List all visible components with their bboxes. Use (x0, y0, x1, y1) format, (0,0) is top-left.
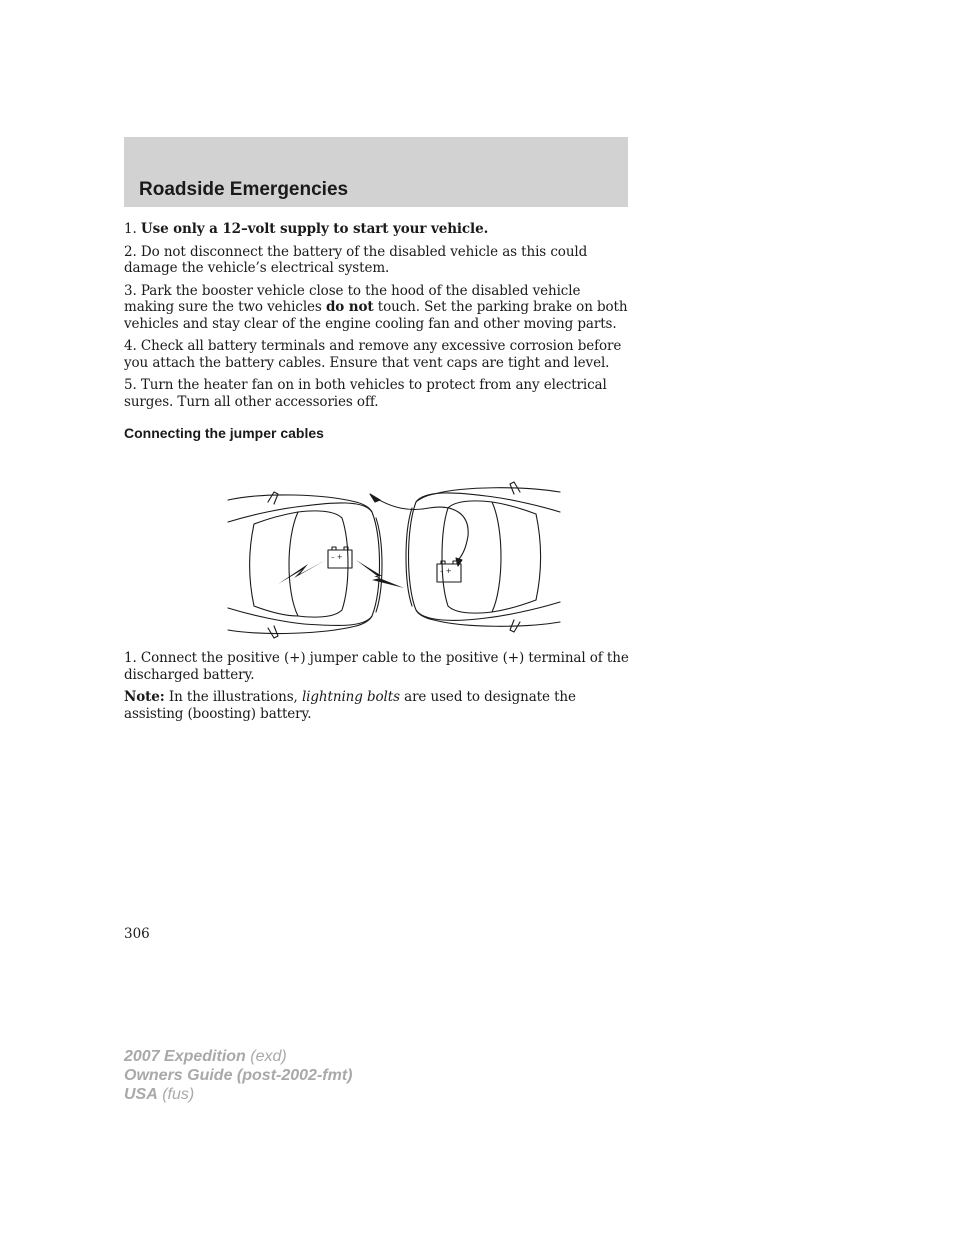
note-text-end: are used to designate the assisting (boosting) battery. (124, 689, 576, 722)
footer-line-1 (124, 1047, 352, 1066)
footer-line-3 (124, 1085, 352, 1104)
section-header-band (124, 137, 628, 207)
step-1 (124, 221, 629, 238)
footer-model-code: (exd) (245, 1048, 287, 1065)
footer-region: USA (124, 1086, 158, 1103)
discharged-battery-terminals: – + (440, 567, 452, 575)
jumper-cable-illustration (224, 478, 564, 640)
subheading-connecting-cables: Connecting the jumper cables (124, 425, 324, 441)
note-italic-text: lightning bolts (301, 689, 400, 705)
step-2: 2. Do not disconnect the battery of the disabled vehicle as this could damage the vehicle’s electrical system. (124, 243, 588, 276)
step-3-bold-text: do not (325, 299, 374, 315)
footer-region-code: (fus) (157, 1086, 195, 1103)
connection-instructions (124, 650, 629, 728)
step-4: 4. Check all battery terminals and remove any excessive corrosion before you attach the battery cables. Ensure that vent caps are tight and level. (124, 338, 622, 371)
disabled-car-drawing (406, 482, 560, 632)
note (124, 689, 629, 722)
step-1-number: 1. (124, 221, 137, 237)
step-1-bold-text: Use only a 12–volt supply to start your vehicle. (140, 221, 489, 237)
section-title: Roadside Emergencies (139, 179, 349, 200)
lightning-bolt-icon (278, 560, 326, 584)
jumper-cable-icon (374, 497, 468, 560)
instructions-block (124, 221, 629, 442)
step-3-text-start: 3. Park the booster vehicle close to the hood of the disabled vehicle making sure the two vehicles (124, 282, 581, 315)
page-number: 306 (124, 926, 150, 942)
booster-battery-terminals: – + (331, 553, 343, 561)
note-text-start: In the illustrations, (164, 689, 302, 705)
step-3 (124, 283, 629, 333)
note-label: Note: (124, 689, 165, 705)
booster-car-drawing (228, 492, 382, 638)
step-5: 5. Turn the heater fan on in both vehicles to protect from any electrical surges. Turn all other accessories off. (124, 377, 607, 410)
connect-step-1: 1. Connect the positive (+) jumper cable to the positive (+) terminal of the discharged battery. (124, 650, 629, 683)
footer-line-2 (124, 1066, 352, 1085)
step-3-text-end: touch. Set the parking brake on both vehicles and stay clear of the engine cooling fan and other moving parts. (124, 299, 628, 332)
footer-guide: Owners Guide (post-2002-fmt) (124, 1067, 353, 1084)
document-footer (124, 1047, 352, 1104)
footer-model: 2007 Expedition (124, 1048, 246, 1065)
